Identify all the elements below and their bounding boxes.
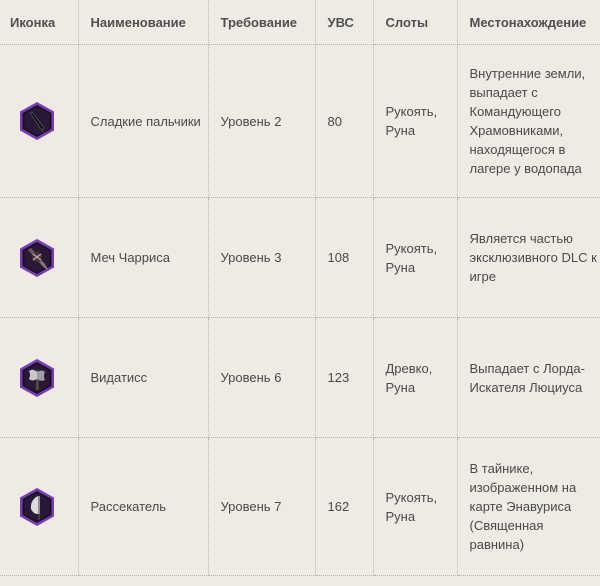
item-uvs: 80 [315,45,373,198]
charris-sword-icon [17,238,57,278]
item-slots: Рукоять, Руна [373,438,457,576]
item-slots: Рукоять, Руна [373,45,457,198]
table-row [0,45,600,198]
item-uvs: 108 [315,198,373,318]
item-name: Видатисс [78,318,208,438]
table-row [0,198,600,318]
item-location: Является частью эксклюзивного DLC к игре [457,198,600,318]
header-icon: Иконка [0,0,78,45]
axe-icon [17,358,57,398]
item-requirement: Уровень 2 [208,45,315,198]
cleaver-icon [17,487,57,527]
item-name: Рассекатель [78,438,208,576]
item-requirement: Уровень 6 [208,318,315,438]
dagger-icon [17,101,57,141]
item-requirement: Уровень 7 [208,438,315,576]
header-requirement: Требование [208,0,315,45]
header-uvs: УВС [315,0,373,45]
header-slots: Слоты [373,0,457,45]
table-row [0,438,600,576]
item-uvs: 123 [315,318,373,438]
header-name: Наименование [78,0,208,45]
table-row [0,318,600,438]
item-location: Выпадает с Лорда-Искателя Люциуса [457,318,600,438]
table-header-row [0,0,600,45]
item-uvs: 162 [315,438,373,576]
header-location: Местонахождение [457,0,600,45]
item-name: Сладкие пальчики [78,45,208,198]
item-slots: Рукоять, Руна [373,198,457,318]
item-slots: Древко, Руна [373,318,457,438]
item-name: Меч Чарриса [78,198,208,318]
item-requirement: Уровень 3 [208,198,315,318]
item-location: Внутренние земли, выпадает с Командующего Храмовниками, находящегося в лагере у водопада [457,45,600,198]
item-location: В тайнике, изображенном на карте Энавуриса (Священная равнина) [457,438,600,576]
